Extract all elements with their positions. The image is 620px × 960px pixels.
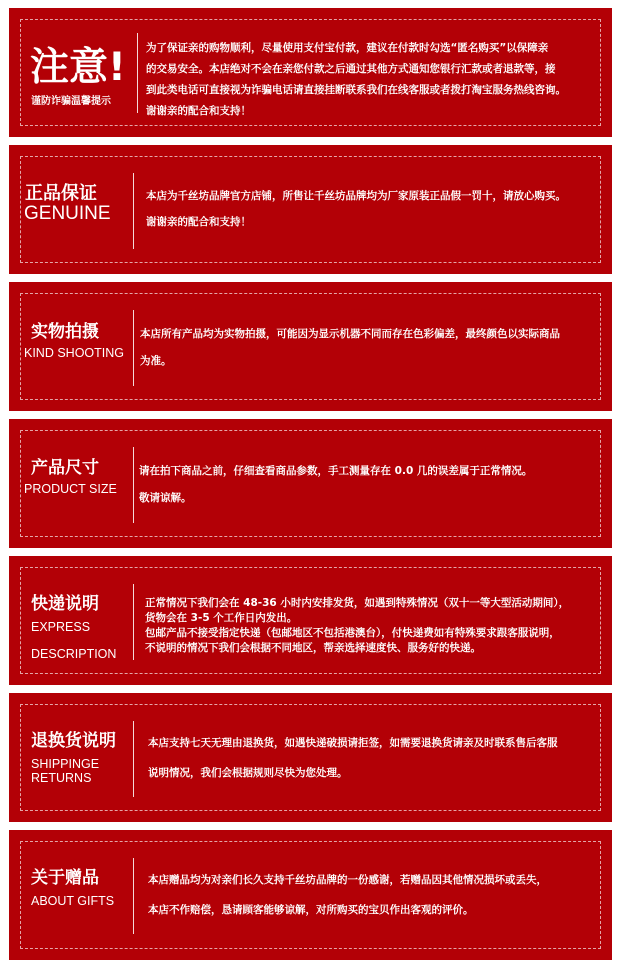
panel-title: 注意! xyxy=(30,45,126,90)
panel-title: 退换货说明 xyxy=(31,731,116,751)
body-line: 包邮产品不接受指定快递（包邮地区不包括港澳台），付快递费如有特殊要求跟客服说明， xyxy=(145,627,560,639)
body-line: 本店赠品均为对亲们长久支持千丝坊品牌的一份感谢，若赠品因其他情况损坏或丢失， xyxy=(148,874,547,886)
panel-subtitle: KIND SHOOTING xyxy=(24,346,125,360)
panel-title: 关于赠品 xyxy=(31,868,99,888)
body-line: 本店所有产品均为实物拍摄，可能因为显示机器不同而存在色彩偏差，最终颜色以实际商品 xyxy=(140,328,560,340)
body-line: 说明情况，我们会根据规则尽快为您处理。 xyxy=(148,767,348,779)
panel-subtitle: ABOUT GIFTS xyxy=(31,894,115,908)
panel-subtitle: SHIPPINGE xyxy=(31,757,100,771)
body-line: 为准。 xyxy=(140,355,172,367)
panel-body xyxy=(140,321,600,375)
body-line: 请在拍下商品之前，仔细查看商品参数，手工测量存在 0.0 几的误差属于正常情况。 xyxy=(139,465,533,477)
body-line: 为了保证亲的购物顺利，尽量使用支付宝付款，建议在付款时勾选“匿名购买”以保障亲 xyxy=(146,42,549,54)
panel-subtitle: 谨防诈骗温馨提示 xyxy=(31,96,111,107)
body-line: 敬请谅解。 xyxy=(139,492,192,504)
notice-panel-genuine xyxy=(9,145,612,274)
notice-panel-warning xyxy=(9,8,612,137)
divider xyxy=(133,721,134,797)
body-line: 谢谢亲的配合和支持！ xyxy=(146,105,251,117)
body-line: 谢谢亲的配合和支持！ xyxy=(146,216,251,228)
notice-panel-shooting xyxy=(9,282,612,411)
panel-subtitle: PRODUCT SIZE xyxy=(24,482,117,496)
body-line: 正常情况下我们会在 48-36 小时内安排发货，如遇到特殊情况（双十一等大型活动期间）， xyxy=(145,597,570,609)
divider xyxy=(133,858,134,934)
panel-title: 正品保证 xyxy=(25,183,97,204)
body-line: 本店为千丝坊品牌官方店铺，所售让千丝坊品牌均为厂家原装正品假一罚十，请放心购买。 xyxy=(146,190,566,202)
panel-title: 实物拍摄 xyxy=(31,322,99,342)
panel-subtitle: RETURNS xyxy=(31,771,92,785)
notice-panel-express xyxy=(9,556,612,685)
panel-body xyxy=(148,728,603,788)
divider xyxy=(133,447,134,523)
divider xyxy=(133,310,134,386)
body-line: 本店不作赔偿，恳请顾客能够谅解，对所购买的宝贝作出客观的评价。 xyxy=(148,904,474,916)
panel-body xyxy=(139,458,599,512)
panel-subtitle: EXPRESS xyxy=(31,620,91,634)
panel-body xyxy=(146,38,601,122)
panel-body xyxy=(145,596,603,656)
body-line: 本店支持七天无理由退换货，如遇快递破损请拒签，如需要退换货请亲及时联系售后客服 xyxy=(148,737,558,749)
divider xyxy=(137,33,138,113)
panel-body xyxy=(146,183,601,235)
panel-title: 快递说明 xyxy=(31,594,99,614)
body-line: 不说明的情况下我们会根据不同地区，帮亲选择速度快、服务好的快递。 xyxy=(145,642,481,654)
panel-subtitle: GENUINE xyxy=(24,203,111,224)
panel-body xyxy=(148,865,603,925)
panel-subtitle: DESCRIPTION xyxy=(31,647,117,661)
notice-panel-size xyxy=(9,419,612,548)
body-line: 到此类电话可直接视为诈骗电话请直接挂断联系我们在线客服或者拨打淘宝服务热线咨询。 xyxy=(146,84,566,96)
notice-panel-gifts xyxy=(9,830,612,960)
panel-title: 产品尺寸 xyxy=(31,458,99,478)
divider xyxy=(133,584,134,660)
body-line: 的交易安全。本店绝对不会在亲您付款之后通过其他方式通知您银行汇款或者退款等，接 xyxy=(146,63,556,75)
body-line: 货物会在 3-5 个工作日内发出。 xyxy=(145,612,298,624)
divider xyxy=(133,173,134,249)
notice-panel-returns xyxy=(9,693,612,822)
